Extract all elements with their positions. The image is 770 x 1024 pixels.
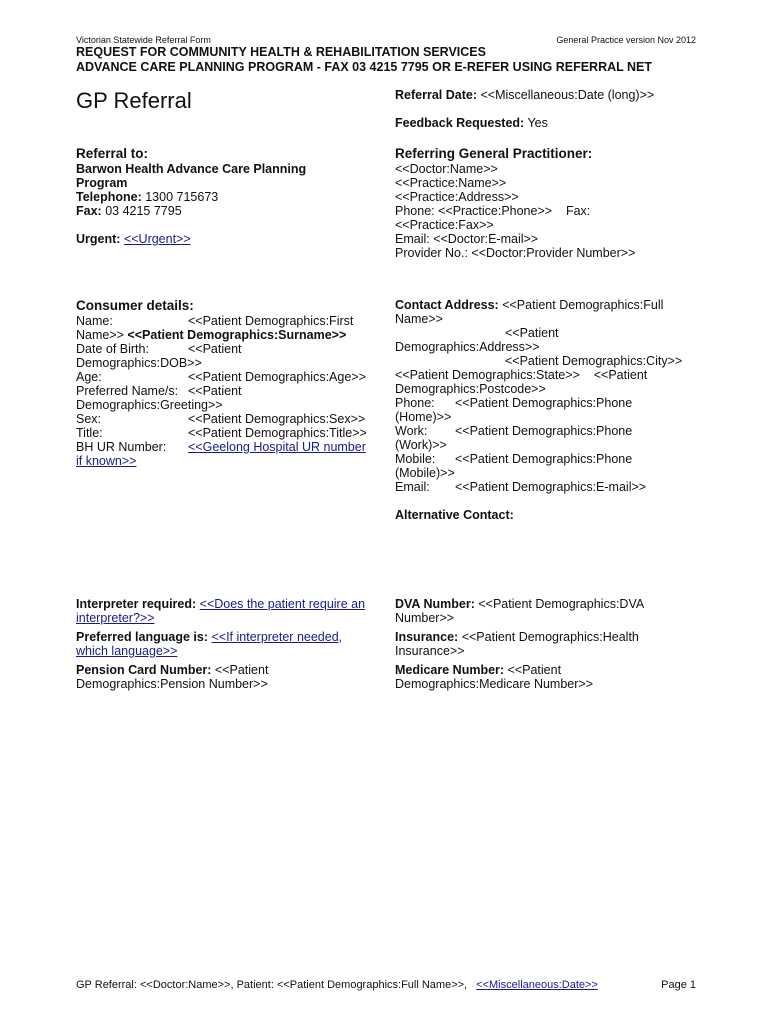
dva-value: <<Patient Demographics:DVA xyxy=(478,597,645,611)
gp-provider-line: Provider No.: <<Doctor:Provider Number>> xyxy=(395,246,636,260)
contact-full-name-cont: Name>> xyxy=(395,312,443,326)
footer-date-link[interactable]: <<Miscellaneous:Date>> xyxy=(476,979,598,991)
ur-number-link[interactable]: <<Geelong Hospital UR number xyxy=(188,440,366,454)
footer-text: GP Referral: <<Doctor:Name>>, Patient: <<Patient Demographics:Full Name>>, xyxy=(76,979,468,991)
name-label: Name: xyxy=(76,314,113,328)
preferred-name-value: <<Patient xyxy=(188,384,242,398)
insurance-label: Insurance: xyxy=(395,630,459,644)
referral-date xyxy=(395,88,654,102)
gp-email-line: Email: <<Doctor:E-mail>> xyxy=(395,232,539,246)
form-name: Victorian Statewide Referral Form xyxy=(76,35,211,45)
dob-label: Date of Birth: xyxy=(76,342,149,356)
gp-practice-name: <<Practice:Name>> xyxy=(395,176,507,190)
title-value: <<Patient Demographics:Title>> xyxy=(188,426,367,440)
first-name-value: <<Patient Demographics:First xyxy=(188,314,354,328)
contact-section xyxy=(395,298,700,522)
consumer-section xyxy=(76,298,381,468)
pension-value-cont: Demographics:Pension Number>> xyxy=(76,677,268,691)
dva-section xyxy=(395,597,700,691)
org-line-1: Barwon Health Advance Care Planning xyxy=(76,162,307,176)
header-line-2: ADVANCE CARE PLANNING PROGRAM - FAX 03 4215 7795 OR E-REFER USING REFERRAL NET xyxy=(76,60,653,74)
fax-value: 03 4215 7795 xyxy=(105,204,182,218)
referral-to-heading: Referral to: xyxy=(76,146,149,161)
medicare-label: Medicare Number: xyxy=(395,663,505,677)
urgent-label: Urgent: xyxy=(76,232,121,246)
pension-value: <<Patient xyxy=(214,663,269,677)
interpreter-link-cont[interactable]: interpreter?>> xyxy=(76,611,155,625)
age-label: Age: xyxy=(76,370,102,384)
sex-value: <<Patient Demographics:Sex>> xyxy=(188,412,366,426)
gp-phone-line: Phone: <<Practice:Phone>> Fax: xyxy=(395,204,591,218)
pension-label: Pension Card Number: xyxy=(76,663,212,677)
language-label: Preferred language is: xyxy=(76,630,208,644)
telephone-label: Telephone: xyxy=(76,190,142,204)
email-value: <<Patient Demographics:E-mail>> xyxy=(455,480,647,494)
footer xyxy=(76,978,598,992)
surname-value: <<Patient Demographics:Surname>> xyxy=(127,328,347,342)
contact-city: <<Patient Demographics:City>> xyxy=(505,354,683,368)
urgent-link[interactable]: <<Urgent>> xyxy=(123,232,191,246)
header-line-1: REQUEST FOR COMMUNITY HEALTH & REHABILITATION SERVICES xyxy=(76,45,486,59)
ur-number-link-cont[interactable]: if known>> xyxy=(76,454,137,468)
medicare-value-cont: Demographics:Medicare Number>> xyxy=(395,677,594,691)
contact-postcode: Demographics:Postcode>> xyxy=(395,382,546,396)
page-number: Page 1 xyxy=(661,979,696,991)
dva-value-cont: Number>> xyxy=(395,611,455,625)
interpreter-section xyxy=(76,597,381,691)
consumer-heading: Consumer details: xyxy=(76,298,194,313)
dva-label: DVA Number: xyxy=(395,597,475,611)
contact-state: <<Patient Demographics:State>> <<Patient xyxy=(395,368,648,382)
interpreter-link[interactable]: <<Does the patient require an xyxy=(199,597,366,611)
contact-full-name: <<Patient Demographics:Full xyxy=(502,298,664,312)
sex-label: Sex: xyxy=(76,412,102,426)
age-value: <<Patient Demographics:Age>> xyxy=(188,370,366,384)
interpreter-label: Interpreter required: xyxy=(76,597,197,611)
work-phone-value: <<Patient Demographics:Phone xyxy=(455,424,633,438)
dob-value-cont: Demographics:DOB>> xyxy=(76,356,202,370)
work-phone-value-cont: (Work)>> xyxy=(395,438,447,452)
first-name-value-cont: Name>> xyxy=(76,328,124,342)
form-version: General Practice version Nov 2012 xyxy=(556,35,696,45)
feedback-label: Feedback Requested: xyxy=(395,116,525,130)
home-phone-value: <<Patient Demographics:Phone xyxy=(455,396,633,410)
gp-heading: Referring General Practitioner: xyxy=(395,146,593,161)
mobile-phone-value-cont: (Mobile)>> xyxy=(395,466,455,480)
page-title: GP Referral xyxy=(76,88,192,113)
feedback-value: Yes xyxy=(527,116,548,130)
language-link-cont[interactable]: which language>> xyxy=(76,644,178,658)
contact-address-cont: Demographics:Address>> xyxy=(395,340,540,354)
gp-doctor-name: <<Doctor:Name>> xyxy=(395,162,498,176)
preferred-name-value-cont: Demographics:Greeting>> xyxy=(76,398,223,412)
mobile-phone-label: Mobile: xyxy=(395,452,436,466)
referral-to-section xyxy=(76,146,381,246)
medicare-value: <<Patient xyxy=(507,663,562,677)
referral-date-label: Referral Date: xyxy=(395,88,477,102)
insurance-value: <<Patient Demographics:Health xyxy=(461,630,639,644)
contact-address: <<Patient xyxy=(505,326,559,340)
home-phone-label: Phone: xyxy=(395,396,435,410)
ur-label: BH UR Number: xyxy=(76,440,167,454)
work-phone-label: Work: xyxy=(395,424,428,438)
referral-date-value: <<Miscellaneous:Date (long)>> xyxy=(480,88,655,102)
referring-gp-section xyxy=(395,146,700,260)
dob-value: <<Patient xyxy=(188,342,242,356)
title-label: Title: xyxy=(76,426,103,440)
language-link[interactable]: <<If interpreter needed, xyxy=(211,630,343,644)
email-label: Email: xyxy=(395,480,430,494)
preferred-name-label: Preferred Name/s: xyxy=(76,384,179,398)
contact-address-label: Contact Address: xyxy=(395,298,499,312)
home-phone-value-cont: (Home)>> xyxy=(395,410,452,424)
feedback-requested xyxy=(395,116,548,130)
alternative-contact-label: Alternative Contact: xyxy=(395,508,514,522)
gp-practice-address: <<Practice:Address>> xyxy=(395,190,519,204)
org-line-2: Program xyxy=(76,176,128,190)
mobile-phone-value: <<Patient Demographics:Phone xyxy=(455,452,633,466)
telephone-value: 1300 715673 xyxy=(145,190,219,204)
insurance-value-cont: Insurance>> xyxy=(395,644,465,658)
fax-label: Fax: xyxy=(76,204,102,218)
gp-fax-line: <<Practice:Fax>> xyxy=(395,218,494,232)
